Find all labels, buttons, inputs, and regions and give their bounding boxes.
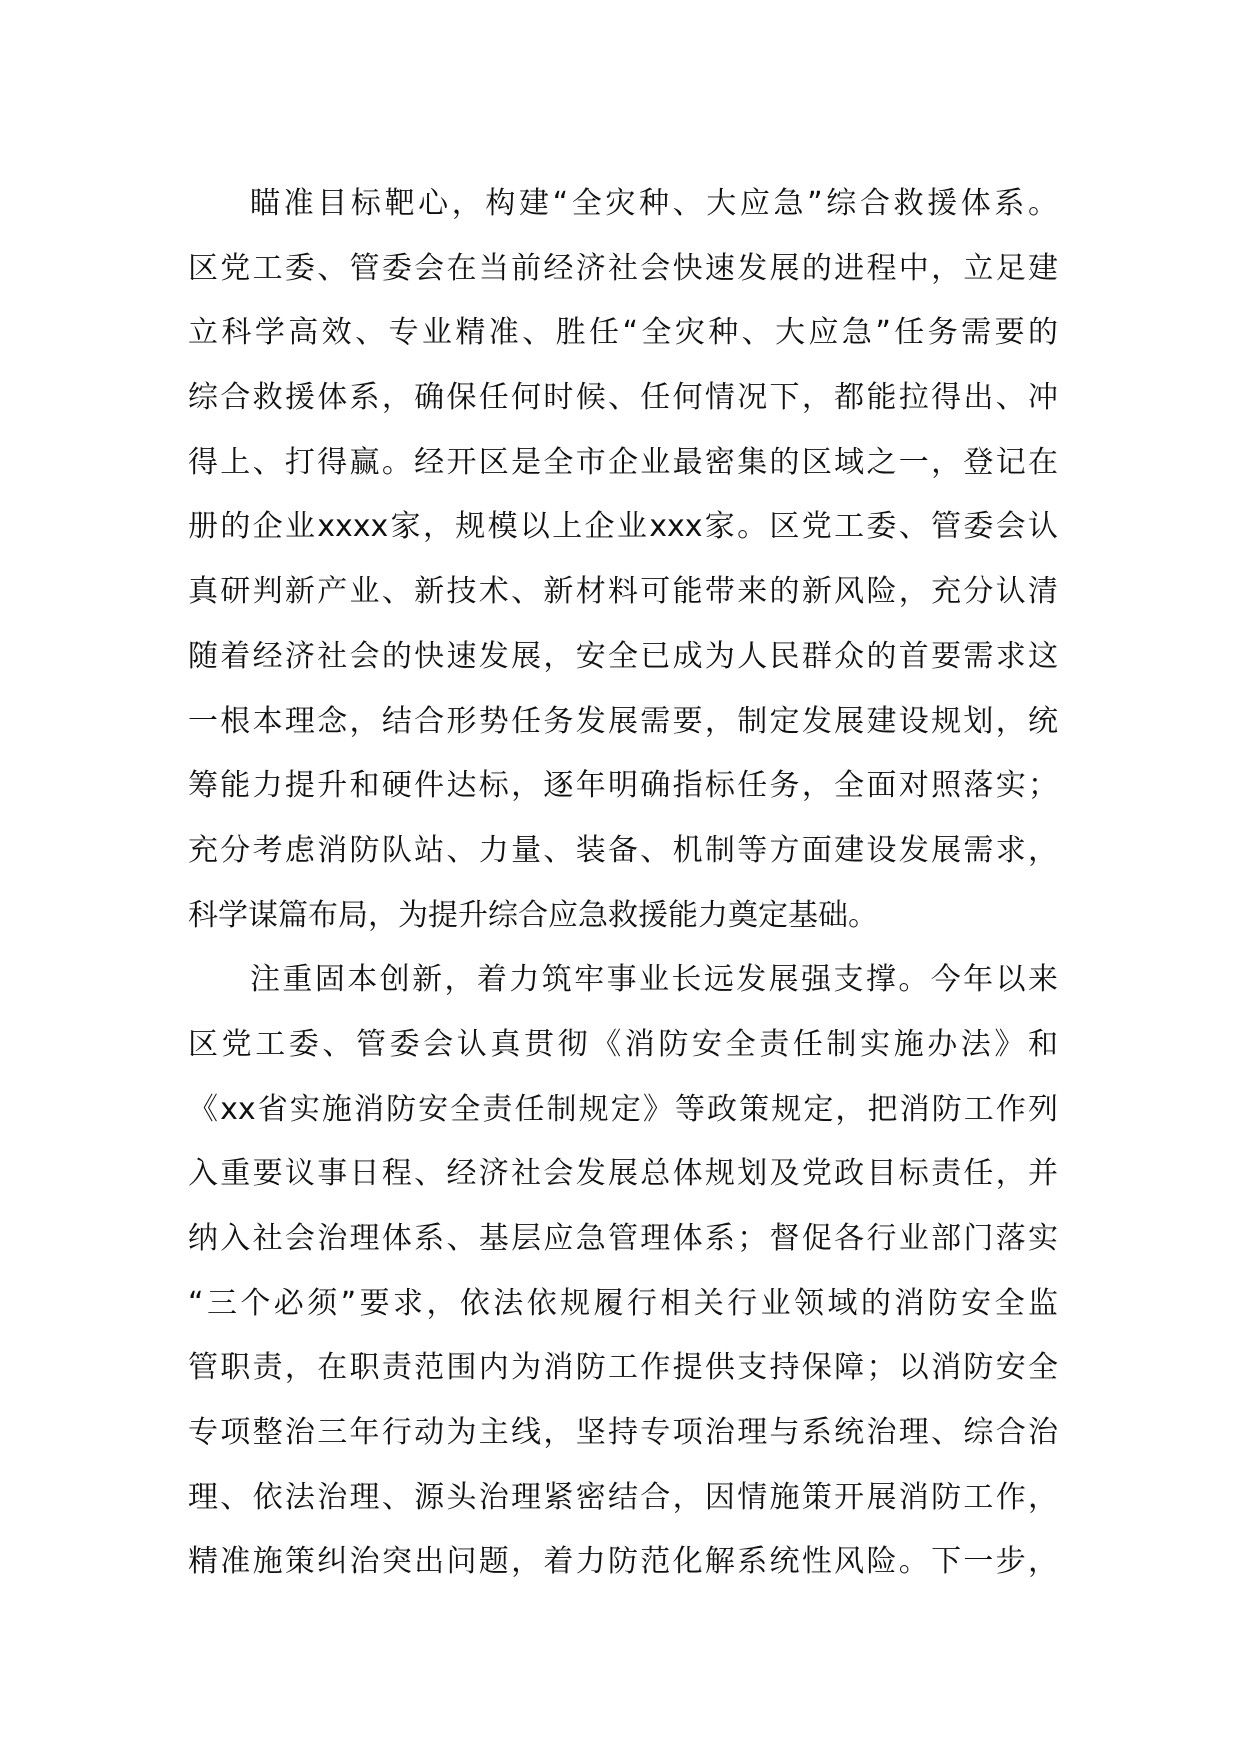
- document-body: [188, 172, 1058, 1595]
- text-line: 专项整治三年行动为主线，坚持专项治理与系统治理、综合治: [188, 1415, 1058, 1451]
- paragraph-2: [188, 948, 1058, 1595]
- text-line: 纳入社会治理体系、基层应急管理体系；督促各行业部门落实: [188, 1221, 1058, 1256]
- text-line: 入重要议事日程、经济社会发展总体规划及党政目标责任，并: [188, 1156, 1058, 1192]
- text-line: 筹能力提升和硬件达标，逐年明确指标任务，全面对照落实；: [188, 768, 1058, 804]
- text-line: 一根本理念，结合形势任务发展需要，制定发展建设规划，统: [188, 703, 1058, 739]
- text-line: 管职责，在职责范围内为消防工作提供支持保障；以消防安全: [188, 1350, 1058, 1386]
- text-line: 区党工委、管委会在当前经济社会快速发展的进程中，立足建: [188, 250, 1058, 286]
- text-line: 《xx省实施消防安全责任制规定》等政策规定，把消防工作列: [188, 1091, 1058, 1127]
- text-line: 理、依法治理、源头治理紧密结合，因情施策开展消防工作，: [188, 1479, 1058, 1515]
- text-line: 综合救援体系，确保任何时候、任何情况下，都能拉得出、冲: [188, 380, 1058, 416]
- text-line: “三个必须”要求，依法依规履行相关行业领域的消防安全监: [188, 1285, 1058, 1321]
- text-line: 瞄准目标靶心，构建“全灾种、大应急”综合救援体系。: [250, 186, 1058, 221]
- text-line: 充分考虑消防队站、力量、装备、机制等方面建设发展需求，: [188, 832, 1058, 868]
- text-line: 随着经济社会的快速发展，安全已成为人民群众的首要需求这: [188, 638, 1058, 674]
- text-line: 精准施策纠治突出问题，着力防范化解系统性风险。下一步，: [188, 1544, 1058, 1580]
- text-line: 科学谋篇布局，为提升综合应急救援能力奠定基础。: [188, 897, 878, 933]
- paragraph-1: [188, 172, 1058, 948]
- text-line: 区党工委、管委会认真贯彻《消防安全责任制实施办法》和: [188, 1026, 1058, 1062]
- text-line: 立科学高效、专业精准、胜任“全灾种、大应急”任务需要的: [188, 315, 1058, 351]
- text-line: 真研判新产业、新技术、新材料可能带来的新风险，充分认清: [188, 574, 1058, 610]
- text-line: 得上、打得赢。经开区是全市企业最密集的区域之一，登记在: [188, 444, 1058, 480]
- text-line: 注重固本创新，着力筑牢事业长远发展强支撑。今年以来: [250, 962, 1058, 998]
- text-line: 册的企业xxxx家，规模以上企业xxx家。区党工委、管委会认: [188, 509, 1058, 545]
